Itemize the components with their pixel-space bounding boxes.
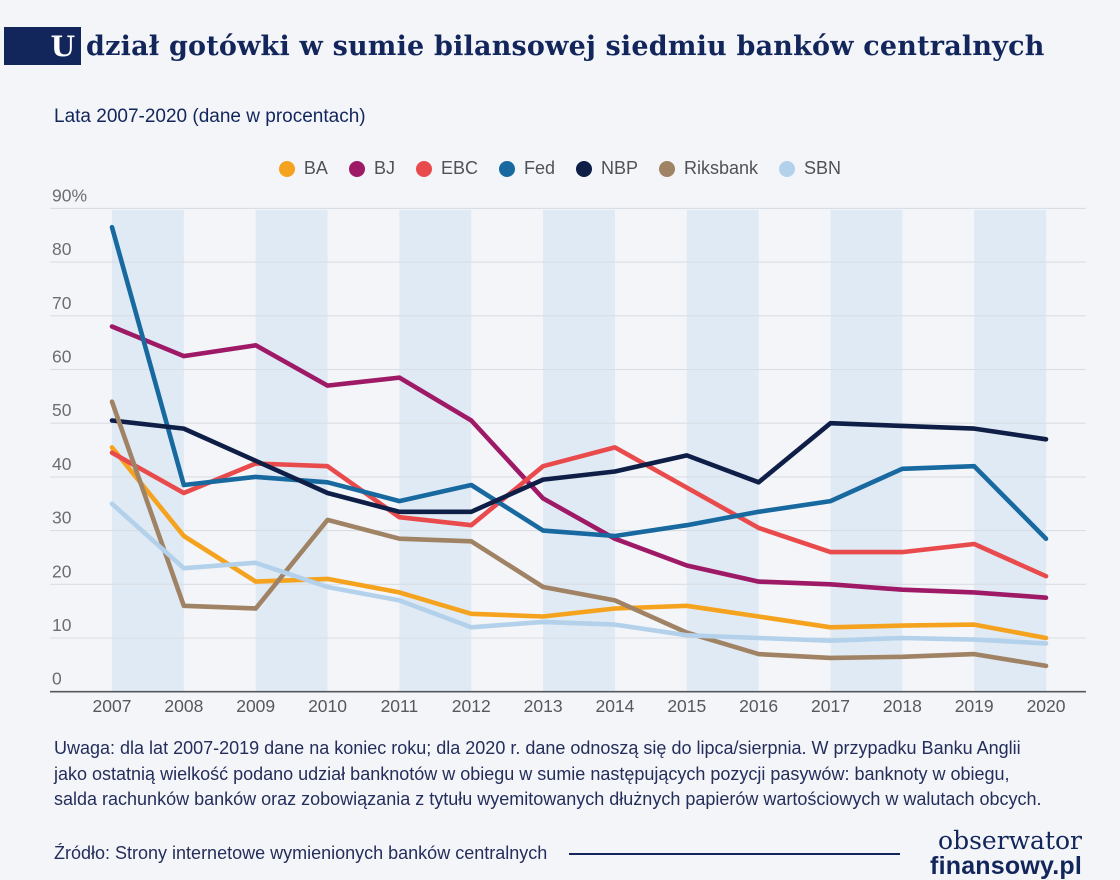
legend-label: NBP — [601, 158, 639, 178]
x-tick-label: 2014 — [595, 696, 635, 716]
legend-label: BA — [303, 158, 328, 178]
y-tick-label: 10 — [52, 615, 72, 635]
year-band — [687, 210, 759, 692]
footer — [54, 828, 1082, 879]
x-tick-label: 2010 — [308, 696, 348, 716]
y-tick-label: 70 — [52, 292, 72, 313]
y-tick-label: 0 — [52, 668, 62, 689]
y-tick-label: 80 — [52, 239, 72, 260]
y-tick-label: 50 — [52, 400, 72, 421]
footnote: Uwaga: dla lat 2007-2019 dane na koniec roku; dla 2020 r. dane odnoszą się do lipca/sierpnia. W przypadku Banku Anglii jako ostatnią wielkość podano udział banknotów w obiegu w sumie następujących pozycji pasywów: banknoty w obiegu, salda rachunków banków oraz zobowiązania z tytułu wyemitowanych dłużnych papierów wartościowych w walutach obcych. — [54, 738, 1042, 810]
x-tick-label: 2020 — [1026, 696, 1066, 716]
x-tick-label: 2019 — [954, 696, 994, 716]
chart-subtitle: Lata 2007-2020 (dane w procentach) — [54, 106, 366, 127]
legend-label: BJ — [373, 158, 395, 178]
legend-label: SBN — [804, 158, 842, 178]
year-band — [256, 210, 328, 692]
title-initial-badge — [4, 27, 81, 65]
title-initial-letter: U — [50, 29, 75, 63]
x-tick-label: 2018 — [882, 696, 922, 716]
footer-divider-line — [569, 853, 900, 855]
year-band — [974, 210, 1046, 692]
chart-title — [4, 27, 1045, 65]
legend-label: EBC — [440, 158, 478, 178]
y-tick-label: 30 — [52, 507, 72, 528]
y-tick-label: 40 — [52, 453, 72, 474]
line-chart — [0, 150, 1120, 740]
x-tick-label: 2008 — [164, 696, 204, 716]
year-band — [831, 210, 903, 692]
x-tick-label: 2016 — [739, 696, 779, 716]
x-tick-label: 2017 — [811, 696, 850, 716]
title-text: dział gotówki w sumie bilansowej siedmiu banków centralnych — [86, 30, 1045, 62]
x-tick-label: 2007 — [92, 696, 132, 716]
y-tick-label: 60 — [52, 346, 72, 367]
publisher-logo — [930, 828, 1082, 879]
legend-label: Riksbank — [684, 158, 759, 178]
year-band — [399, 210, 471, 692]
y-tick-label: 20 — [52, 561, 72, 582]
y-tick-label: 90% — [52, 185, 88, 206]
logo-line-2: finansowy.pl — [930, 851, 1082, 880]
legend-label: Fed — [523, 158, 555, 178]
source-text: Źródło: Strony internetowe wymienionych banków centralnych — [54, 843, 548, 863]
x-tick-label: 2009 — [236, 696, 276, 716]
logo-line-1: obserwator — [938, 826, 1082, 855]
x-tick-label: 2011 — [380, 696, 419, 716]
x-tick-label: 2015 — [667, 696, 707, 716]
x-tick-label: 2013 — [523, 696, 563, 716]
x-tick-label: 2012 — [451, 696, 491, 716]
